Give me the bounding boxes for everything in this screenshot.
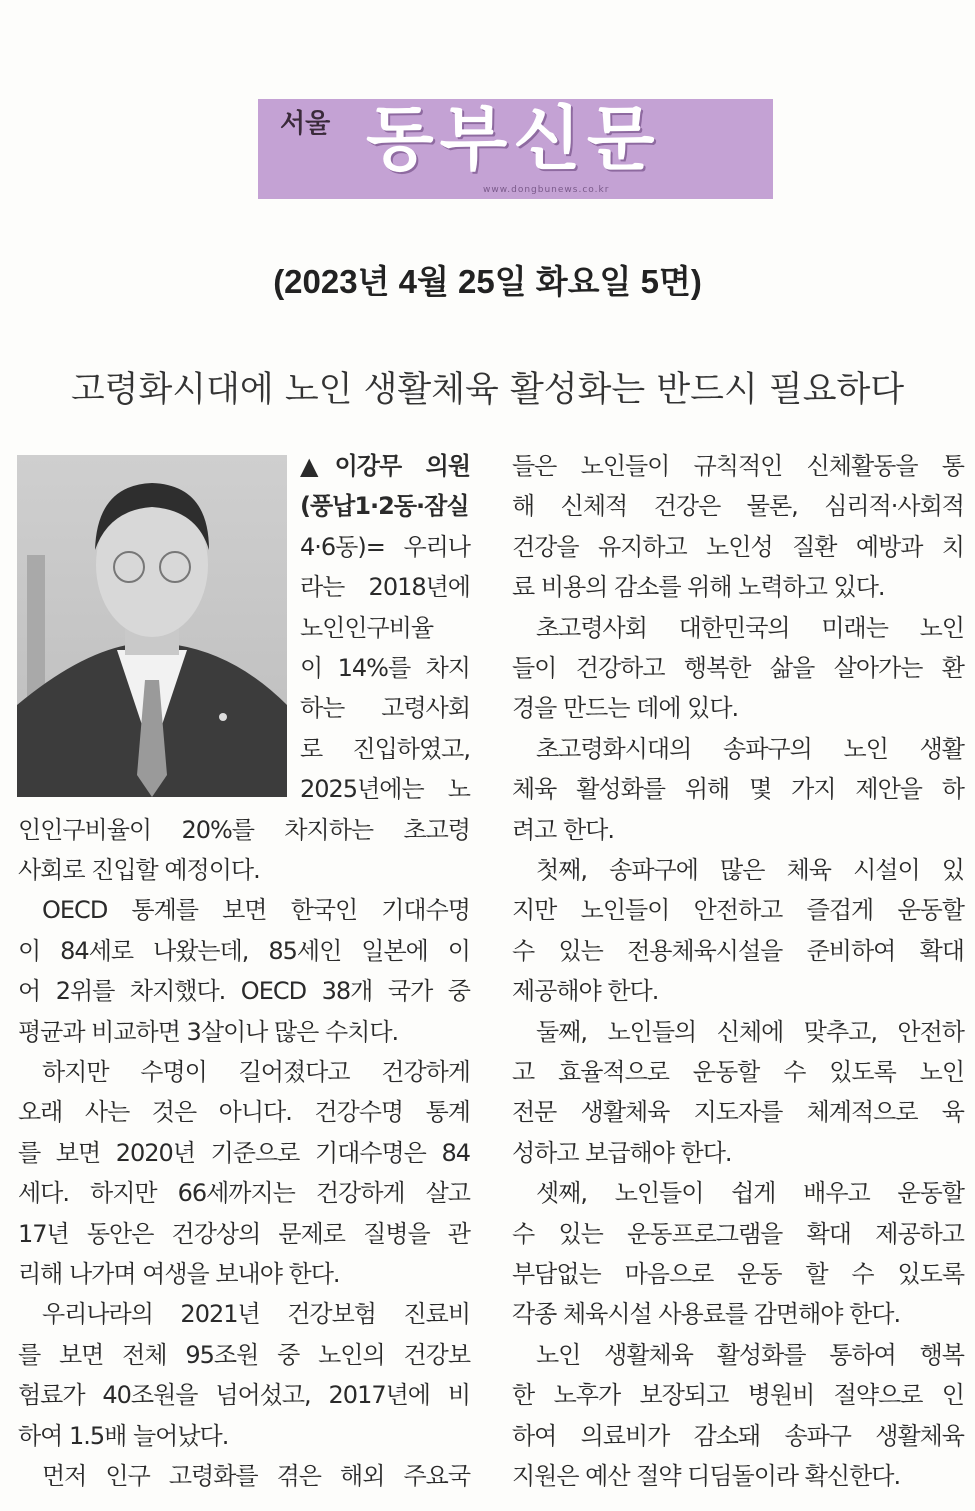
- article-text: 부담없는 마음으로 운동 할 수 있도록: [512, 1260, 964, 1288]
- article-text-line: [18, 1012, 470, 1052]
- article-text: ▲이강무 의원: [300, 452, 470, 480]
- article-text: 제공해야 한다.: [512, 977, 659, 1006]
- article-text: 4·6동)= 우리나: [300, 532, 470, 561]
- masthead-url: www.dongbunews.co.kr: [483, 185, 610, 195]
- newspaper-masthead-logo: [258, 99, 773, 199]
- article-text: 를 보면 전체 95조원 중 노인의 건강보: [18, 1340, 470, 1369]
- article-text-line: [512, 1173, 964, 1213]
- article-text-line: [512, 931, 964, 971]
- article-text: 수 있는 운동프로그램을 확대 제공하고: [512, 1219, 964, 1248]
- article-text: (풍납1·2동·잠실: [300, 492, 469, 521]
- article-text: 노인인구비율: [300, 613, 434, 642]
- article-text-line: [18, 1173, 470, 1213]
- article-text-line: [18, 1416, 470, 1456]
- article-text-line: [300, 688, 470, 728]
- article-text: 해 신체적 건강은 물론, 심리적·사회적: [512, 492, 964, 521]
- article-text: 성하고 보급해야 한다.: [512, 1138, 732, 1167]
- article-text: 들이 건강하고 행복한 삶을 살아가는 환: [512, 654, 964, 682]
- article-text: 초고령화시대의 송파구의 노인 생활: [536, 734, 964, 763]
- article-text: 이 84세로 나왔는데, 85세인 일본에 이: [18, 936, 470, 965]
- article-text-line: [512, 1416, 964, 1456]
- article-text-line: [512, 1012, 964, 1052]
- article-text: 라는 2018년에: [300, 573, 470, 602]
- article-text: 건강을 유지하고 노인성 질환 예방과 치: [512, 532, 964, 561]
- article-text-line: [300, 729, 470, 769]
- article-text: 사회로 진입할 예정이다.: [18, 856, 260, 884]
- article-text-line: [18, 850, 470, 890]
- article-text-line: [18, 1294, 470, 1334]
- article-text: 하여 1.5배 늘어났다.: [18, 1421, 229, 1450]
- masthead-city: 서울: [280, 109, 331, 139]
- article-text-line: [512, 971, 964, 1011]
- article-text: 를 보면 2020년 기준으로 기대수명은 84: [18, 1138, 470, 1167]
- article-text-line: [18, 810, 470, 850]
- article-text: 지원은 예산 절약 디딤돌이라 확신한다.: [512, 1462, 901, 1490]
- article-text-line: [18, 890, 470, 930]
- article-text-line: [512, 1375, 964, 1415]
- article-text-line: [512, 1214, 964, 1254]
- article-text: 험료가 40조원을 넘어섰고, 2017년에 비: [18, 1381, 470, 1410]
- article-text-line: [512, 850, 964, 890]
- article-text-line: [300, 446, 470, 486]
- article-headline: 고령화시대에 노인 생활체육 활성화는 반드시 필요하다: [70, 370, 905, 410]
- article-text-line: [512, 1335, 964, 1375]
- article-text: 노인 생활체육 활성화를 통하여 행복: [536, 1340, 964, 1369]
- article-text: 하여 의료비가 감소돼 송파구 생활체육: [512, 1421, 964, 1450]
- article-text-line: [512, 1294, 964, 1334]
- article-text: 지만 노인들이 안전하고 즐겁게 운동할: [512, 896, 964, 925]
- article-text: 고 효율적으로 운동할 수 있도록 노인: [512, 1058, 964, 1086]
- article-text-line: [512, 648, 964, 688]
- article-text-line: [512, 890, 964, 930]
- article-text: 2025년에는 노: [300, 775, 470, 804]
- article-text-line: [18, 1456, 470, 1496]
- article-text-line: [18, 1375, 470, 1415]
- article-text: 셋째, 노인들이 쉽게 배우고 운동할: [536, 1179, 964, 1208]
- article-text-line: [18, 931, 470, 971]
- article-text-line: [512, 769, 964, 809]
- article-text: 우리나라의 2021년 건강보험 진료비: [42, 1300, 470, 1329]
- article-text: 하지만 수명이 길어졌다고 건강하게: [42, 1058, 470, 1086]
- article-text-line: [512, 1092, 964, 1132]
- article-text: 인인구비율이 20%를 차지하는 초고령: [18, 815, 470, 844]
- article-text: 전문 생활체육 지도자를 체계적으로 육: [512, 1098, 964, 1127]
- article-text-line: [18, 1092, 470, 1132]
- masthead-name: 동부신문: [366, 99, 661, 180]
- article-text: 각종 체육시설 사용료를 감면해야 한다.: [512, 1300, 901, 1329]
- article-text-line: [512, 608, 964, 648]
- article-text-line: [300, 527, 470, 567]
- article-text: 어 2위를 차지했다. OECD 38개 국가 중: [18, 977, 470, 1006]
- article-text-line: [18, 971, 470, 1011]
- dateline: (2023년 4월 25일 화요일 5면): [273, 263, 702, 300]
- article-text-line: [18, 1052, 470, 1092]
- article-text: 수 있는 전용체육시설을 준비하여 확대: [512, 936, 964, 965]
- article-text-line: [300, 608, 470, 648]
- article-text-line: [18, 1254, 470, 1294]
- article-text: 이 14%를 차지: [300, 654, 470, 682]
- article-text: 하는 고령사회: [300, 694, 470, 723]
- article-text-line: [512, 729, 964, 769]
- article-text: 세다. 하지만 66세까지는 건강하게 살고: [18, 1179, 470, 1208]
- article-text: 려고 한다.: [512, 815, 614, 844]
- article-text-line: [512, 1456, 964, 1496]
- article-text: 17년 동안은 건강상의 문제로 질병을 관: [18, 1219, 470, 1248]
- article-text-line: [512, 1052, 964, 1092]
- article-text: 한 노후가 보장되고 병원비 절약으로 인: [512, 1381, 964, 1410]
- article-text-line: [300, 486, 470, 526]
- article-text: OECD 통계를 보면 한국인 기대수명: [42, 896, 470, 925]
- article-text: 초고령사회 대한민국의 미래는 노인: [536, 613, 964, 642]
- article-text-line: [18, 1214, 470, 1254]
- article-text-line: [512, 527, 964, 567]
- article-text-line: [300, 567, 470, 607]
- article-text: 첫째, 송파구에 많은 체육 시설이 있: [536, 856, 964, 884]
- article-text-line: [18, 1133, 470, 1173]
- article-text: 료 비용의 감소를 위해 노력하고 있다.: [512, 573, 885, 602]
- author-photo: [17, 455, 287, 797]
- article-text: 둘째, 노인들의 신체에 맞추고, 안전하: [536, 1017, 964, 1046]
- article-text: 먼저 인구 고령화를 겪은 해외 주요국: [42, 1462, 470, 1490]
- article-text-line: [512, 1133, 964, 1173]
- article-text-line: [512, 1254, 964, 1294]
- article-text-line: [512, 486, 964, 526]
- article-text-line: [300, 769, 470, 809]
- article-text: 경을 만드는 데에 있다.: [512, 694, 739, 723]
- article-text: 체육 활성화를 위해 몇 가지 제안을 하: [512, 775, 964, 804]
- article-text-line: [512, 567, 964, 607]
- article-text: 평균과 비교하면 3살이나 많은 수치다.: [18, 1017, 399, 1046]
- article-text: 로 진입하였고,: [300, 734, 470, 763]
- article-text: 오래 사는 것은 아니다. 건강수명 통계: [18, 1098, 470, 1127]
- article-text-line: [512, 688, 964, 728]
- article-text-line: [512, 446, 964, 486]
- article-text-line: [512, 810, 964, 850]
- article-text: 리해 나가며 여생을 보내야 한다.: [18, 1260, 340, 1288]
- article-text: 들은 노인들이 규칙적인 신체활동을 통: [512, 452, 964, 480]
- article-text-line: [300, 648, 470, 688]
- article-text-line: [18, 1335, 470, 1375]
